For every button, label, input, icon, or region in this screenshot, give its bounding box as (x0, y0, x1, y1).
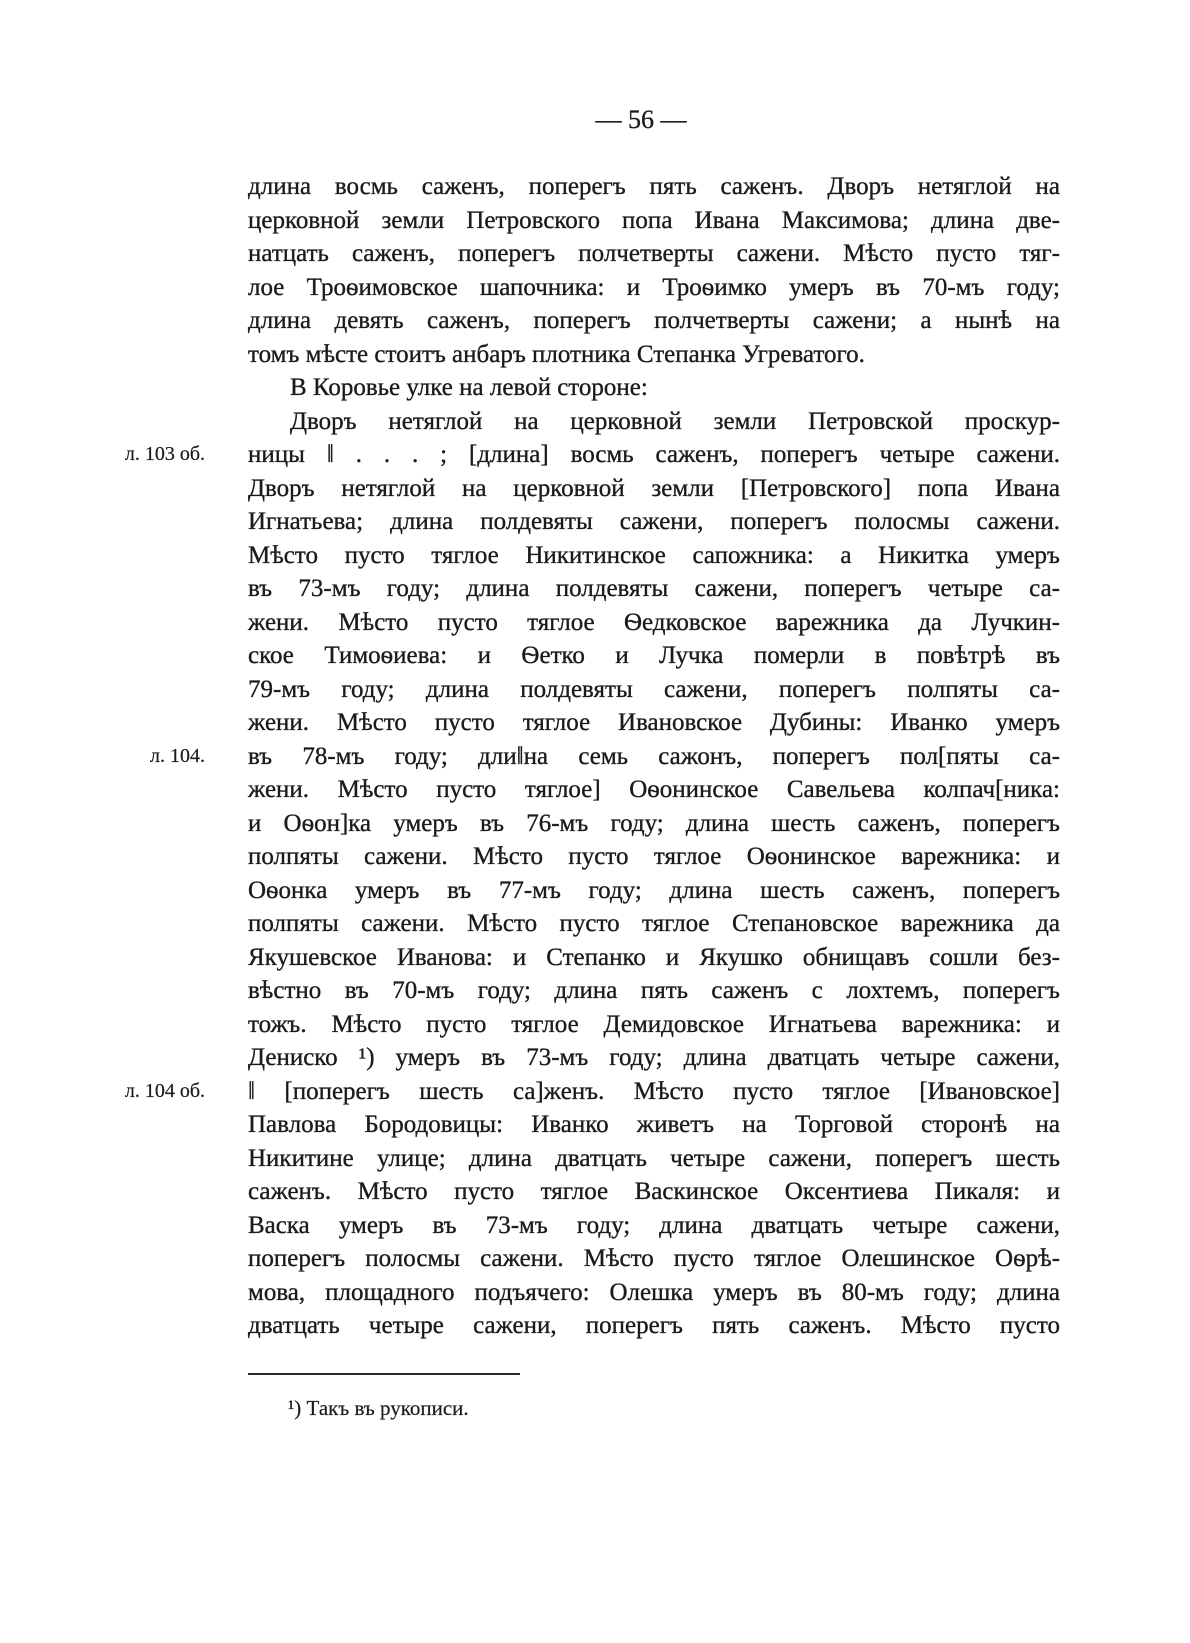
text-line (248, 874, 1060, 908)
text-line (248, 304, 1060, 338)
text-line-content: въ 78-мъ году; дли‖на семь сажонъ, поперегъ пол[пяты са- (248, 742, 1060, 770)
text-line (248, 773, 1060, 807)
footnote: ¹) Такъ въ рукописи. (288, 1396, 469, 1420)
text-line-content: Васка умеръ въ 73-мъ году; длина дватцать четыре сажени, (248, 1211, 1060, 1239)
text-line-content: жени. Мѣсто пусто тяглое Ѳедковское варежника да Лучкин- (248, 608, 1060, 636)
text-line (248, 170, 1060, 204)
text-line-content: церковной земли Петровского попа Ивана Максимова; длина две- (248, 206, 1060, 234)
text-line (248, 1108, 1060, 1142)
text-line (248, 1142, 1060, 1176)
text-line-content: въ 73-мъ году; длина полдевяты сажени, поперегъ четыре са- (248, 575, 1060, 602)
text-line-content: длина восмь саженъ, поперегъ пять саженъ. Дворъ нетяглой на (248, 173, 1060, 200)
text-line-content: Мѣсто пусто тяглое Никитинское сапожника: а Никитка умеръ (248, 541, 1060, 569)
text-line (248, 1276, 1060, 1310)
text-line (248, 1309, 1060, 1343)
text-line-content: Дворъ нетяглой на церковной земли [Петровского] попа Ивана (248, 474, 1060, 502)
text-line-content: томъ мѣсте стоитъ анбаръ плотника Степанка Угреватого. (248, 340, 865, 368)
text-line-content: тожъ. Мѣсто пусто тяглое Демидовское Игнатьева варежника: и (248, 1010, 1060, 1038)
text-line-content: полпяты сажени. Мѣсто пусто тяглое Оѳонинское варежника: и (248, 843, 1060, 870)
text-line-content: саженъ. Мѣсто пусто тяглое Васкинское Оксентиева Пикаля: и (248, 1178, 1060, 1205)
text-line (248, 639, 1060, 673)
text-line-content: Никитине улице; длина дватцать четыре сажени, поперегъ шесть (248, 1144, 1060, 1172)
text-line (248, 974, 1060, 1008)
text-line-content: полпяты сажени. Мѣсто пусто тяглое Степановское варежника да (248, 910, 1060, 937)
text-line-content: дватцать четыре сажени, поперегъ пять саженъ. Мѣсто пусто (248, 1312, 1060, 1339)
text-body (124, 170, 1060, 1343)
text-line (248, 941, 1060, 975)
paragraph (248, 170, 1060, 371)
text-line-content: мова, площадного подъячего: Олешка умеръ въ 80-мъ году; длина (248, 1278, 1060, 1306)
text-line-content: натцать саженъ, поперегъ полчетверты сажени. Мѣсто пусто тяг- (248, 240, 1060, 267)
text-line-content: Павлова Бородовицы: Иванко живетъ на Торговой сторонѣ на (248, 1111, 1060, 1138)
text-line (248, 505, 1060, 539)
paragraph (124, 405, 1060, 1343)
text-line-content: 79-мъ году; длина полдевяты сажени, поперегъ полпяты са- (248, 675, 1060, 703)
text-line-content: Игнатьева; длина полдевяты сажени, поперегъ полосмы сажени. (248, 508, 1060, 535)
text-line-content: Якушевское Иванова: и Степанко и Якушко обнищавъ сошли без- (248, 943, 1060, 971)
text-line (248, 237, 1060, 271)
text-line-content: вѣстно въ 70-мъ году; длина пять саженъ с лохтемъ, поперегъ (248, 977, 1060, 1004)
text-line (248, 606, 1060, 640)
text-line (248, 338, 1060, 372)
text-line-content: ницы ‖ . . . ; [длина] восмь саженъ, поперегъ четыре сажени. (248, 441, 1060, 468)
text-line-content: жени. Мѣсто пусто тяглое] Оѳонинское Савельева колпач[ника: (248, 776, 1060, 803)
text-line (248, 405, 1060, 439)
folio-margin-note: л. 103 об. (124, 443, 205, 465)
text-line (248, 371, 1060, 405)
text-line-content: длина девять саженъ, поперегъ полчетверты сажени; а нынѣ на (248, 307, 1060, 334)
text-line (248, 840, 1060, 874)
text-line-content: Дениско ¹) умеръ въ 73-мъ году; длина дватцать четыре сажени, (248, 1044, 1060, 1071)
folio-margin-note: л. 104. (150, 744, 205, 767)
text-line (124, 438, 1060, 472)
text-line (248, 907, 1060, 941)
text-line (248, 271, 1060, 305)
text-line-content: ское Тимоѳиева: и Ѳетко и Лучка померли в повѣтрѣ въ (248, 642, 1060, 669)
text-line-content: ‖ [поперегъ шесть са]женъ. Мѣсто пусто тяглое [Ивановское] (248, 1077, 1060, 1105)
text-line (124, 1075, 1060, 1109)
text-line (248, 572, 1060, 606)
folio-margin-note: л. 104 об. (124, 1079, 205, 1102)
footnote-rule (248, 1373, 520, 1375)
page-number: — 56 — (595, 105, 687, 134)
text-line (248, 1041, 1060, 1075)
text-line (150, 740, 1060, 774)
text-line (248, 1175, 1060, 1209)
text-line (248, 807, 1060, 841)
text-line (248, 1209, 1060, 1243)
text-line-content: лое Троѳимовское шапочника: и Троѳимко умеръ въ 70-мъ году; (248, 273, 1060, 301)
text-line (248, 673, 1060, 707)
text-line-content: и Оѳон]ка умеръ въ 76-мъ году; длина шесть саженъ, поперегъ (248, 809, 1060, 837)
text-line-content: поперегъ полосмы сажени. Мѣсто пусто тяглое Олешинское Оѳрѣ- (248, 1245, 1060, 1272)
text-line (248, 472, 1060, 506)
paragraph (248, 371, 1060, 405)
text-line (248, 1242, 1060, 1276)
text-line-content: Оѳонка умеръ въ 77-мъ году; длина шесть саженъ, поперегъ (248, 876, 1060, 904)
text-line (248, 204, 1060, 238)
text-line (248, 706, 1060, 740)
text-line (248, 1008, 1060, 1042)
text-line (248, 539, 1060, 573)
text-line-content: В Коровье улке на левой стороне: (290, 374, 648, 401)
text-line-content: Дворъ нетяглой на церковной земли Петровской проскур- (290, 407, 1060, 435)
text-line-content: жени. Мѣсто пусто тяглое Ивановское Дубины: Иванко умеръ (248, 709, 1060, 736)
